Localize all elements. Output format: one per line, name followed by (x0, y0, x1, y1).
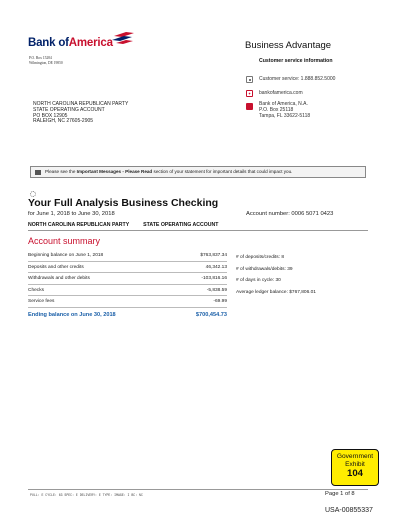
website-link[interactable]: bankofamerica.com (259, 90, 303, 96)
bank-logo (28, 33, 138, 47)
footer-code: PULL: E CYCLE: 63 SPEC: E DELIVERY: E TYPE: IMAGE: I BC: NC (30, 493, 143, 497)
statement-period: for June 1, 2018 to June 30, 2018 (28, 211, 115, 217)
website-row (246, 90, 303, 97)
table-row: Service fees -69.99 (28, 296, 227, 308)
customer-address: NORTH CAROLINA REPUBLICAN PARTY STATE OPERATING ACCOUNT PO BOX 12905 RALEIGH, NC 27605-2905 (33, 101, 129, 125)
exhibit-sticker: Government Exhibit 104 (331, 449, 379, 486)
phone-row (246, 76, 335, 83)
table-row: Checks -5,838.59 (28, 285, 227, 297)
divider (28, 230, 368, 231)
account-number: Account number: 0006 5071 0423 (246, 211, 334, 217)
bank-return-address: P.O. Box 15284 Wilmington, DE 19850 (29, 56, 63, 65)
mail-address: Bank of America, N.A. P.O. Box 25118 Tampa, FL 33622-5118 (259, 101, 311, 119)
mail-row (246, 102, 310, 119)
account-names: NORTH CAROLINA REPUBLICAN PARTY STATE OPERATING ACCOUNT (28, 222, 219, 228)
phone-text: Customer service: 1.888.852.5000 (259, 76, 336, 82)
table-row: Deposits and other credits 46,342.13 (28, 262, 227, 274)
product-line: Business Advantage (245, 40, 332, 51)
bates-number: USA-00855337 (325, 507, 373, 514)
logo-wordmark: Bank ofAmerica (28, 37, 113, 49)
customer-service-heading: Customer service information (259, 58, 333, 64)
footer-divider (28, 489, 368, 490)
page-number: Page 1 of 8 (325, 491, 355, 497)
table-row: Beginning balance on June 1, 2018 $763,837.34 (28, 250, 227, 262)
account-summary-heading: Account summary (28, 236, 101, 246)
message-icon (35, 170, 41, 175)
account-stats: # of deposits/credits: 8 # of withdrawals/debits: 39 # of days in cycle: 30 Average ledger balance: $767,806.01 (236, 255, 316, 295)
statement-title: Your Full Analysis Business Checking (28, 197, 219, 209)
account-summary-table (28, 250, 227, 321)
envelope-icon (246, 103, 253, 110)
table-row: Withdrawals and other debits -103,816.16 (28, 273, 227, 285)
web-icon: ✦ (247, 91, 252, 96)
flag-icon (112, 32, 136, 44)
phone-icon (246, 76, 253, 83)
ending-balance-row: Ending balance on June 30, 2018 $700,454.73 (28, 311, 227, 318)
important-message-bar: Please see the Important Messages - Please Read section of your statement for important details that could impact you. (30, 166, 366, 178)
